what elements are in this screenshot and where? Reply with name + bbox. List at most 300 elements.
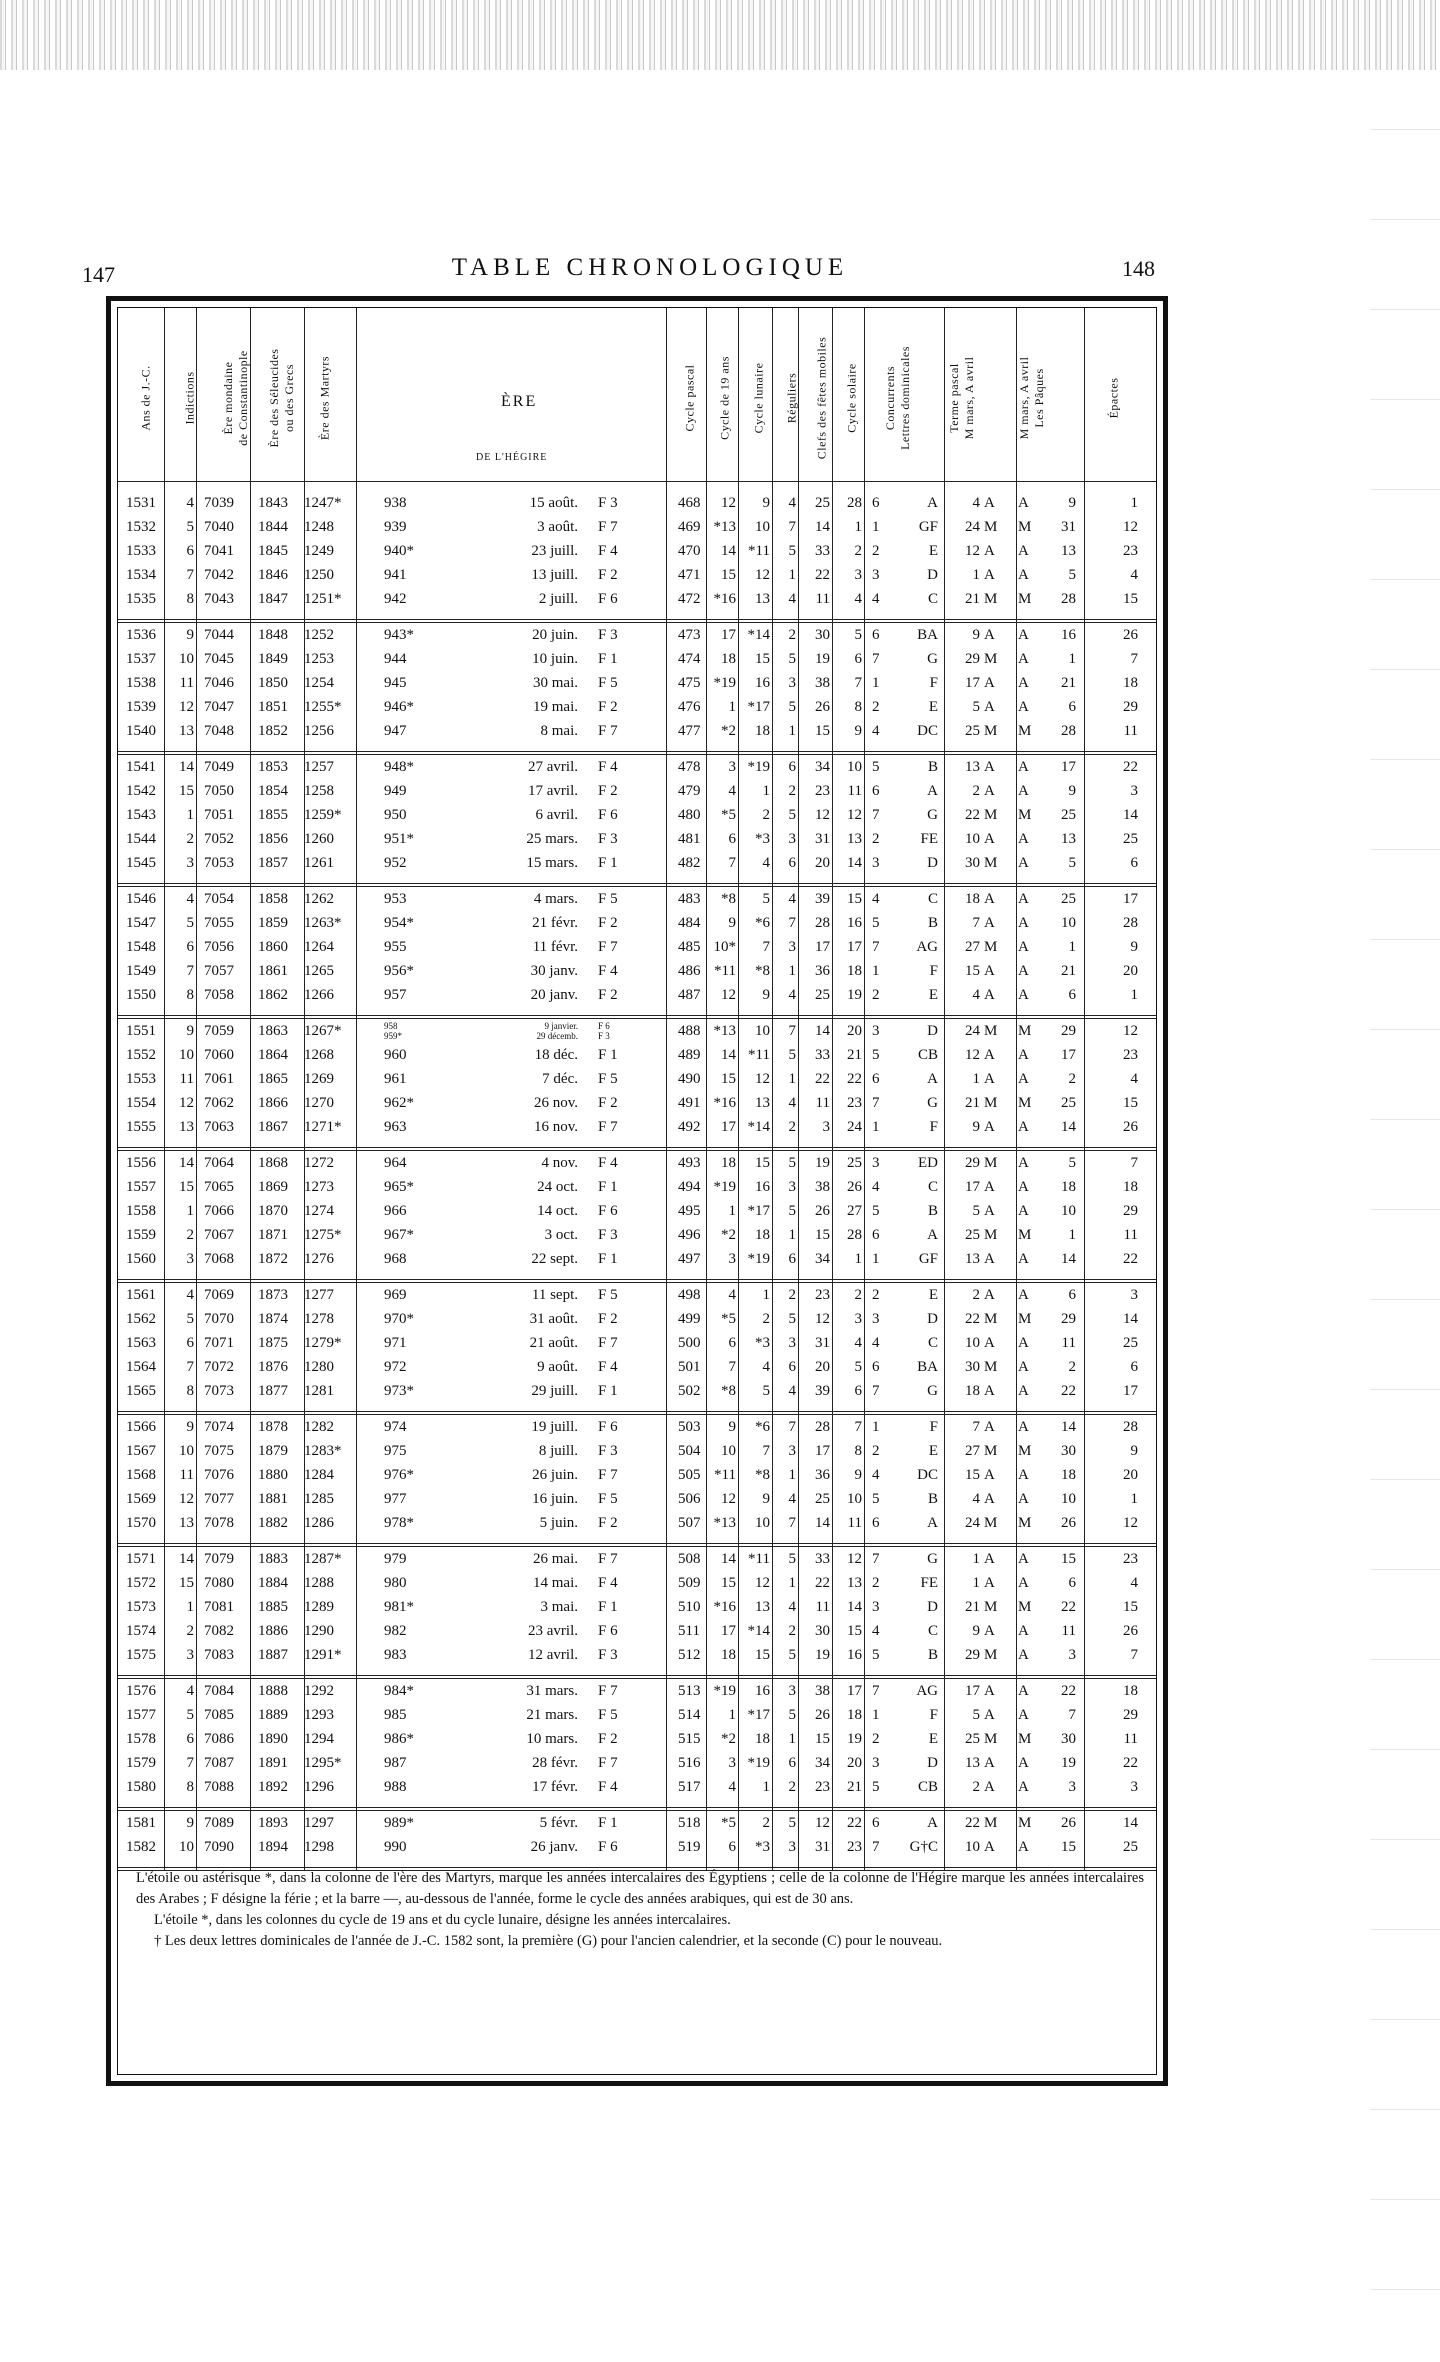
cell-mondaine: 7045 xyxy=(204,651,234,667)
cell-terme-mois: A xyxy=(984,699,995,715)
cell-clefs: 25 xyxy=(815,987,830,1003)
cell-year: 1541 xyxy=(126,759,156,775)
cell-cycle-pascal: 487 xyxy=(678,987,701,1003)
cell-terme-mois: A xyxy=(984,891,995,907)
cell-cycle-solaire: 16 xyxy=(847,1647,862,1663)
cell-reguliers: 1 xyxy=(788,567,796,583)
group-rule xyxy=(118,619,1156,620)
cell-cycle-solaire: 14 xyxy=(847,1599,862,1615)
table-row xyxy=(118,913,1156,934)
cell-cycle-solaire: 17 xyxy=(847,1683,862,1699)
cell-cycle-pascal: 519 xyxy=(678,1839,701,1855)
cell-paques-jour: 30 xyxy=(1061,1443,1076,1459)
cell-mondaine: 7087 xyxy=(204,1755,234,1771)
cell-year: 1561 xyxy=(126,1287,156,1303)
cell-lettre: D xyxy=(927,1755,938,1771)
cell-epacte: 7 xyxy=(1130,651,1138,667)
cell-cycle-pascal: 498 xyxy=(678,1287,701,1303)
cell-epacte: 23 xyxy=(1123,543,1138,559)
cell-paques-mois: A xyxy=(1018,1419,1029,1435)
cell-ferie: F 7 xyxy=(598,1467,618,1483)
cell-lettre: E xyxy=(928,543,938,559)
cell-mondaine: 7057 xyxy=(204,963,234,979)
cell-indiction: 9 xyxy=(186,1023,194,1039)
cell-paques-mois: A xyxy=(1018,939,1029,955)
cell-year: 1550 xyxy=(126,987,156,1003)
cell-cycle-19: 9 xyxy=(728,1419,736,1435)
cell-seleucides: 1851 xyxy=(258,699,288,715)
cell-cycle-lunaire: 5 xyxy=(762,1383,770,1399)
cell-clefs: 15 xyxy=(815,723,830,739)
header-terme-pascal-line2: M mars, A avril xyxy=(962,356,976,440)
cell-cycle-pascal: 472 xyxy=(678,591,701,607)
cell-hegire-date: 30 janv. xyxy=(530,963,578,979)
cell-paques-mois: A xyxy=(1018,1251,1029,1267)
cell-hegire-year: 942 xyxy=(384,591,407,607)
cell-epacte: 17 xyxy=(1123,891,1138,907)
cell-paques-mois: A xyxy=(1018,1755,1029,1771)
cell-indiction: 13 xyxy=(179,1515,194,1531)
cell-cycle-19: *2 xyxy=(721,1227,736,1243)
cell-mondaine: 7043 xyxy=(204,591,234,607)
cell-hegire-date: 8 juill. xyxy=(538,1443,578,1459)
cell-paques-mois: A xyxy=(1018,627,1029,643)
cell-indiction: 5 xyxy=(186,1311,194,1327)
cell-mondaine: 7085 xyxy=(204,1707,234,1723)
cell-clefs: 17 xyxy=(815,939,830,955)
cell-indiction: 3 xyxy=(186,1647,194,1663)
cell-paques-jour: 6 xyxy=(1068,1575,1076,1591)
table-row xyxy=(118,1513,1156,1534)
cell-ferie: F 7 xyxy=(598,1551,618,1567)
cell-terme-jour: 9 xyxy=(972,1623,980,1639)
cell-seleucides: 1852 xyxy=(258,723,288,739)
cell-terme-jour: 5 xyxy=(972,1707,980,1723)
cell-hegire-year: 948* xyxy=(384,759,414,775)
cell-cycle-19: 3 xyxy=(728,1251,736,1267)
cell-paques-jour: 17 xyxy=(1061,759,1076,775)
header-seleucides-line2: ou des Grecs xyxy=(282,364,296,432)
cell-epacte: 15 xyxy=(1123,591,1138,607)
cell-paques-jour: 17 xyxy=(1061,1047,1076,1063)
cell-epacte: 4 xyxy=(1130,1575,1138,1591)
cell-reguliers: 3 xyxy=(788,1839,796,1855)
cell-ferie: F 4 xyxy=(598,759,618,775)
cell-year: 1544 xyxy=(126,831,156,847)
cell-year: 1531 xyxy=(126,495,156,511)
cell-hegire-date: 7 déc. xyxy=(542,1071,578,1087)
cell-paques-jour: 14 xyxy=(1061,1251,1076,1267)
cell-martyrs: 1269 xyxy=(304,1071,334,1087)
header-paques-line1: M mars, A avril xyxy=(1017,356,1031,440)
table-row xyxy=(118,1117,1156,1138)
group-rule xyxy=(118,1807,1156,1808)
cell-cycle-solaire: 8 xyxy=(854,699,862,715)
cell-year: 1569 xyxy=(126,1491,156,1507)
cell-cycle-19: 18 xyxy=(721,651,736,667)
cell-martyrs: 1274 xyxy=(304,1203,334,1219)
cell-cycle-pascal: 484 xyxy=(678,915,701,931)
cell-hegire-date: 17 avril. xyxy=(528,783,578,799)
cell-indiction: 12 xyxy=(179,699,194,715)
cell-clefs: 3 xyxy=(822,1119,830,1135)
table-row xyxy=(118,1777,1156,1798)
cell-cycle-19: 12 xyxy=(721,495,736,511)
cell-mondaine: 7059 xyxy=(204,1023,234,1039)
cell-indiction: 6 xyxy=(186,1731,194,1747)
cell-epacte: 1 xyxy=(1130,987,1138,1003)
cell-year: 1571 xyxy=(126,1551,156,1567)
cell-terme-mois: A xyxy=(984,627,995,643)
header-mondaine-line1: Ère mondaine xyxy=(221,361,235,435)
cell-paques-jour: 22 xyxy=(1061,1599,1076,1615)
cell-concurrent: 5 xyxy=(872,1047,880,1063)
cell-hegire-date: 5 févr. xyxy=(539,1815,578,1831)
cell-cycle-solaire: 12 xyxy=(847,1551,862,1567)
cell-cycle-lunaire: *8 xyxy=(755,963,770,979)
cell-seleucides: 1860 xyxy=(258,939,288,955)
cell-paques-jour: 5 xyxy=(1068,855,1076,871)
cell-cycle-pascal: 500 xyxy=(678,1335,701,1351)
table-row xyxy=(118,1285,1156,1306)
cell-concurrent: 2 xyxy=(872,699,880,715)
cell-year: 1560 xyxy=(126,1251,156,1267)
cell-terme-mois: A xyxy=(984,783,995,799)
cell-terme-jour: 29 xyxy=(965,1647,980,1663)
cell-cycle-pascal: 506 xyxy=(678,1491,701,1507)
cell-reguliers: 4 xyxy=(788,495,796,511)
cell-hegire-year: 953 xyxy=(384,891,407,907)
cell-martyrs: 1265 xyxy=(304,963,334,979)
cell-reguliers: 4 xyxy=(788,1491,796,1507)
cell-mondaine: 7073 xyxy=(204,1383,234,1399)
cell-reguliers: 6 xyxy=(788,855,796,871)
cell-lettre: E xyxy=(928,699,938,715)
cell-cycle-pascal: 468 xyxy=(678,495,701,511)
cell-paques-jour: 15 xyxy=(1061,1551,1076,1567)
cell-cycle-solaire: 1 xyxy=(854,519,862,535)
cell-concurrent: 4 xyxy=(872,1623,880,1639)
cell-ferie: F 2 xyxy=(598,783,618,799)
cell-paques-jour: 22 xyxy=(1061,1383,1076,1399)
table-row xyxy=(118,1201,1156,1222)
cell-ferie: F 2 xyxy=(598,1731,618,1747)
cell-cycle-solaire: 13 xyxy=(847,1575,862,1591)
cell-seleucides: 1857 xyxy=(258,855,288,871)
cell-lettre: D xyxy=(927,1599,938,1615)
cell-terme-mois: A xyxy=(984,1419,995,1435)
cell-martyrs: 1271* xyxy=(304,1119,342,1135)
cell-paques-mois: A xyxy=(1018,1071,1029,1087)
cell-terme-mois: A xyxy=(984,1755,995,1771)
cell-epacte: 9 xyxy=(1130,1443,1138,1459)
cell-clefs: 26 xyxy=(815,1707,830,1723)
cell-indiction: 10 xyxy=(179,651,194,667)
cell-reguliers: 7 xyxy=(788,915,796,931)
header-paques xyxy=(1017,357,1047,440)
table-row xyxy=(118,1465,1156,1486)
group-rule xyxy=(118,1282,1156,1283)
cell-lettre: DC xyxy=(917,723,938,739)
cell-paques-mois: M xyxy=(1018,591,1032,607)
cell-ferie: F 1 xyxy=(598,1815,618,1831)
cell-cycle-19: 4 xyxy=(728,783,736,799)
cell-paques-jour: 7 xyxy=(1068,1707,1076,1723)
cell-reguliers: 3 xyxy=(788,1335,796,1351)
cell-concurrent: 7 xyxy=(872,1683,880,1699)
cell-seleucides: 1863 xyxy=(258,1023,288,1039)
cell-indiction: 2 xyxy=(186,831,194,847)
cell-ferie: F 1 xyxy=(598,1047,618,1063)
cell-hegire-date: 26 janv. xyxy=(530,1839,578,1855)
cell-cycle-lunaire: 5 xyxy=(762,891,770,907)
header-martyrs: Ère des Martyrs xyxy=(317,355,332,441)
cell-cycle-pascal: 473 xyxy=(678,627,701,643)
cell-seleucides: 1861 xyxy=(258,963,288,979)
cell-cycle-solaire: 7 xyxy=(854,675,862,691)
cell-reguliers: 5 xyxy=(788,807,796,823)
cell-hegire-date: 13 juill. xyxy=(531,567,578,583)
cell-epacte: 11 xyxy=(1123,1731,1138,1747)
cell-lettre: BA xyxy=(917,1359,938,1375)
cell-seleucides: 1889 xyxy=(258,1707,288,1723)
cell-ferie: F 5 xyxy=(598,675,618,691)
group-rule xyxy=(118,1678,1156,1679)
cell-concurrent: 2 xyxy=(872,1443,880,1459)
cell-cycle-pascal: 507 xyxy=(678,1515,701,1531)
cell-terme-mois: M xyxy=(984,1227,998,1243)
cell-mondaine: 7076 xyxy=(204,1467,234,1483)
cell-martyrs: 1252 xyxy=(304,627,334,643)
cell-concurrent: 5 xyxy=(872,1491,880,1507)
cell-cycle-pascal: 478 xyxy=(678,759,701,775)
cell-lettre: A xyxy=(927,1515,938,1531)
cell-seleucides: 1879 xyxy=(258,1443,288,1459)
cell-hegire-year: 940* xyxy=(384,543,414,559)
cell-cycle-19: *19 xyxy=(713,675,736,691)
cell-year: 1570 xyxy=(126,1515,156,1531)
cell-cycle-pascal: 508 xyxy=(678,1551,701,1567)
cell-clefs: 25 xyxy=(815,495,830,511)
cell-clefs: 38 xyxy=(815,1179,830,1195)
cell-terme-jour: 9 xyxy=(972,1119,980,1135)
cell-mondaine: 7055 xyxy=(204,915,234,931)
cell-concurrent: 6 xyxy=(872,783,880,799)
cell-paques-mois: A xyxy=(1018,915,1029,931)
cell-martyrs: 1292 xyxy=(304,1683,334,1699)
cell-hegire-year: 952 xyxy=(384,855,407,871)
cell-cycle-solaire: 13 xyxy=(847,831,862,847)
cell-paques-jour: 10 xyxy=(1061,1491,1076,1507)
cell-paques-mois: A xyxy=(1018,1623,1029,1639)
cell-mondaine: 7049 xyxy=(204,759,234,775)
cell-lettre: A xyxy=(927,783,938,799)
cell-terme-mois: A xyxy=(984,1383,995,1399)
cell-cycle-solaire: 4 xyxy=(854,591,862,607)
cell-cycle-solaire: 9 xyxy=(854,723,862,739)
cell-cycle-lunaire: *17 xyxy=(747,699,770,715)
cell-terme-jour: 25 xyxy=(965,723,980,739)
cell-lettre: B xyxy=(927,1647,938,1663)
cell-cycle-lunaire: 9 xyxy=(762,987,770,1003)
cell-paques-mois: A xyxy=(1018,495,1029,511)
cell-concurrent: 2 xyxy=(872,543,880,559)
cell-ferie: F 4 xyxy=(598,1779,618,1795)
header-cycle-lunaire: Cycle lunaire xyxy=(751,362,766,434)
cell-cycle-pascal: 518 xyxy=(678,1815,701,1831)
cell-mondaine: 7062 xyxy=(204,1095,234,1111)
cell-reguliers: 1 xyxy=(788,1467,796,1483)
cell-clefs: 22 xyxy=(815,1071,830,1087)
cell-ferie: F 2 xyxy=(598,1515,618,1531)
cell-terme-jour: 25 xyxy=(965,1227,980,1243)
cell-mondaine: 7060 xyxy=(204,1047,234,1063)
cell-terme-mois: A xyxy=(984,1491,995,1507)
cell-epacte: 23 xyxy=(1123,1551,1138,1567)
cell-concurrent: 4 xyxy=(872,891,880,907)
cell-hegire-year: 956* xyxy=(384,963,414,979)
cell-paques-mois: A xyxy=(1018,1467,1029,1483)
cell-mondaine: 7054 xyxy=(204,891,234,907)
cell-seleucides: 1893 xyxy=(258,1815,288,1831)
cell-hegire-date: 8 mai. xyxy=(540,723,578,739)
cell-mondaine: 7077 xyxy=(204,1491,234,1507)
cell-cycle-pascal: 481 xyxy=(678,831,701,847)
cell-epacte: 7 xyxy=(1130,1155,1138,1171)
cell-year: 1558 xyxy=(126,1203,156,1219)
cell-cycle-solaire: 11 xyxy=(847,1515,862,1531)
cell-martyrs: 1295* xyxy=(304,1755,342,1771)
cell-paques-jour: 30 xyxy=(1061,1731,1076,1747)
cell-mondaine: 7040 xyxy=(204,519,234,535)
cell-seleucides: 1869 xyxy=(258,1179,288,1195)
cell-clefs: 30 xyxy=(815,1623,830,1639)
cell-hegire-date: 10 mars. xyxy=(526,1731,578,1747)
cell-seleucides: 1845 xyxy=(258,543,288,559)
cell-cycle-19: *16 xyxy=(713,591,736,607)
cell-terme-jour: 21 xyxy=(965,591,980,607)
cell-lettre: F xyxy=(929,1419,938,1435)
cell-epacte: 4 xyxy=(1130,567,1138,583)
cell-martyrs: 1266 xyxy=(304,987,334,1003)
cell-reguliers: 1 xyxy=(788,1071,796,1087)
table-row xyxy=(118,673,1156,694)
cell-seleucides: 1867 xyxy=(258,1119,288,1135)
cell-mondaine: 7048 xyxy=(204,723,234,739)
table-row xyxy=(118,937,1156,958)
cell-cycle-solaire: 2 xyxy=(854,1287,862,1303)
cell-concurrent: 3 xyxy=(872,1599,880,1615)
cell-hegire-date: 20 janv. xyxy=(530,987,578,1003)
cell-reguliers: 6 xyxy=(788,1755,796,1771)
cell-lettre: A xyxy=(927,1071,938,1087)
cell-cycle-solaire: 1 xyxy=(854,1251,862,1267)
cell-hegire-year: 961 xyxy=(384,1071,407,1087)
cell-cycle-pascal: 475 xyxy=(678,675,701,691)
cell-hegire-date: 11 févr. xyxy=(532,939,578,955)
cell-martyrs: 1258 xyxy=(304,783,334,799)
cell-martyrs: 1277 xyxy=(304,1287,334,1303)
cell-martyrs: 1256 xyxy=(304,723,334,739)
cell-year: 1534 xyxy=(126,567,156,583)
cell-paques-mois: A xyxy=(1018,699,1029,715)
cell-paques-jour: 5 xyxy=(1068,567,1076,583)
cell-clefs: 14 xyxy=(815,1023,830,1039)
cell-seleucides: 1854 xyxy=(258,783,288,799)
cell-cycle-pascal: 492 xyxy=(678,1119,701,1135)
cell-mondaine: 7086 xyxy=(204,1731,234,1747)
cell-hegire-year: 950 xyxy=(384,807,407,823)
cell-paques-mois: A xyxy=(1018,1287,1029,1303)
cell-terme-jour: 2 xyxy=(972,1287,980,1303)
cell-indiction: 11 xyxy=(179,675,194,691)
cell-terme-mois: A xyxy=(984,1071,995,1087)
header-concurrents xyxy=(883,346,913,450)
cell-martyrs: 1291* xyxy=(304,1647,342,1663)
cell-mondaine: 7061 xyxy=(204,1071,234,1087)
cell-reguliers: 1 xyxy=(788,723,796,739)
cell-lettre: C xyxy=(927,1179,938,1195)
cell-cycle-solaire: 28 xyxy=(847,1227,862,1243)
cell-concurrent: 7 xyxy=(872,939,880,955)
cell-cycle-lunaire: 15 xyxy=(755,1647,770,1663)
cell-hegire-year: 981* xyxy=(384,1599,414,1615)
table-row xyxy=(118,1021,1156,1042)
cell-hegire-date: 21 févr. xyxy=(532,915,578,931)
cell-hegire-year: 960 xyxy=(384,1047,407,1063)
cell-paques-jour: 15 xyxy=(1061,1839,1076,1855)
cell-year: 1576 xyxy=(126,1683,156,1699)
cell-terme-mois: A xyxy=(984,1287,995,1303)
table-row xyxy=(118,517,1156,538)
cell-cycle-lunaire: *17 xyxy=(747,1707,770,1723)
cell-clefs: 25 xyxy=(815,1491,830,1507)
cell-ferie: F 1 xyxy=(598,651,618,667)
cell-paques-mois: M xyxy=(1018,519,1032,535)
cell-indiction: 6 xyxy=(186,1335,194,1351)
cell-cycle-19: 1 xyxy=(728,699,736,715)
cell-year: 1564 xyxy=(126,1359,156,1375)
cell-reguliers: 5 xyxy=(788,699,796,715)
cell-year: 1540 xyxy=(126,723,156,739)
cell-cycle-lunaire: 13 xyxy=(755,591,770,607)
cell-paques-jour: 11 xyxy=(1061,1623,1076,1639)
cell-martyrs: 1282 xyxy=(304,1419,334,1435)
cell-hegire-date: 16 nov. xyxy=(533,1119,578,1135)
cell-ferie: F 2 xyxy=(598,915,618,931)
cell-epacte: 14 xyxy=(1123,807,1138,823)
cell-terme-mois: M xyxy=(984,1515,998,1531)
cell-cycle-solaire: 23 xyxy=(847,1095,862,1111)
cell-concurrent: 5 xyxy=(872,1779,880,1795)
cell-indiction: 10 xyxy=(179,1047,194,1063)
cell-cycle-pascal: 501 xyxy=(678,1359,701,1375)
cell-martyrs: 1268 xyxy=(304,1047,334,1063)
cell-cycle-19: 6 xyxy=(728,831,736,847)
cell-paques-jour: 2 xyxy=(1068,1359,1076,1375)
cell-terme-mois: M xyxy=(984,519,998,535)
cell-lettre: G xyxy=(927,651,938,667)
cell-epacte: 11 xyxy=(1123,723,1138,739)
cell-concurrent: 2 xyxy=(872,1287,880,1303)
cell-martyrs: 1253 xyxy=(304,651,334,667)
cell-cycle-lunaire: *14 xyxy=(747,627,770,643)
cell-cycle-19: *19 xyxy=(713,1683,736,1699)
cell-year: 1562 xyxy=(126,1311,156,1327)
cell-terme-mois: M xyxy=(984,1731,998,1747)
cell-terme-mois: M xyxy=(984,807,998,823)
header-rule xyxy=(118,481,1156,482)
